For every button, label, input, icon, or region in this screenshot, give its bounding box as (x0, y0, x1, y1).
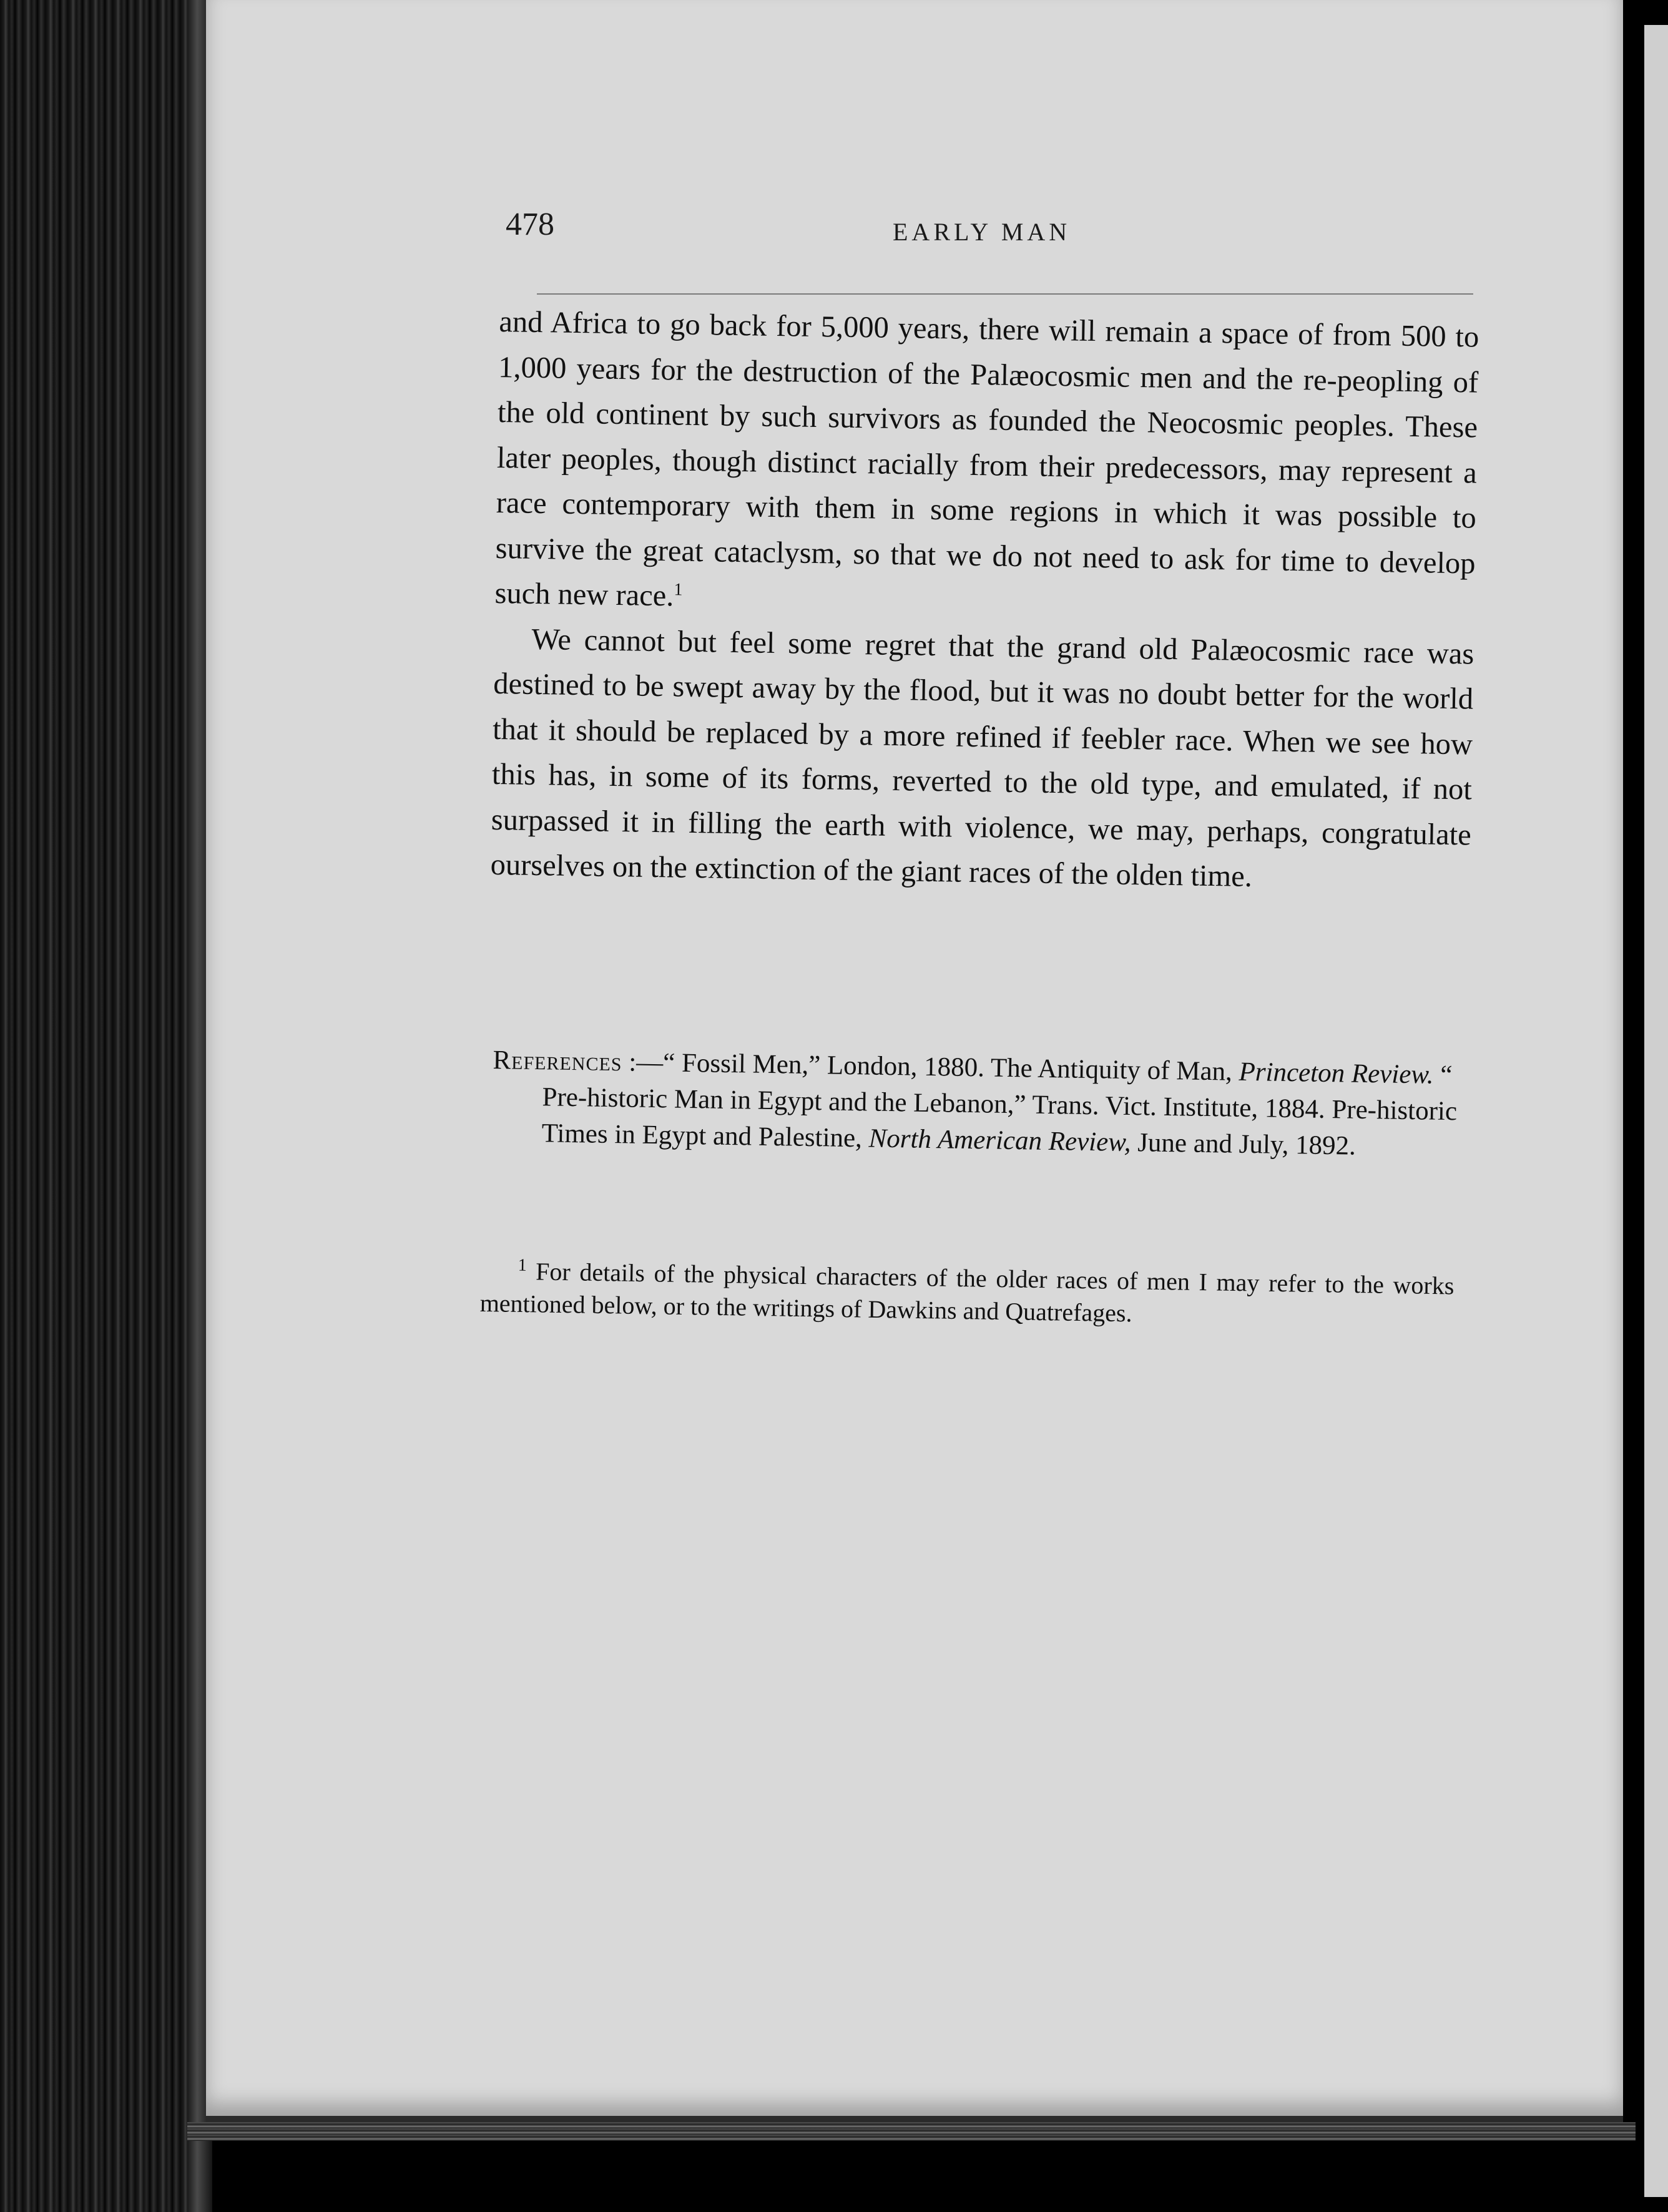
header-rule (537, 293, 1473, 295)
references-italic-1: Princeton Review. (1239, 1057, 1434, 1090)
references-text-1: :—“ Fossil Men,” London, 1880. The Antiquity of Man, (622, 1047, 1239, 1087)
footnote-mark: 1 (518, 1255, 527, 1275)
paragraph-1 (494, 300, 1479, 632)
references-entry (491, 1042, 1461, 1166)
references-lead: References (493, 1045, 622, 1077)
paragraph-2: We cannot but feel some regret that the grand old Palæocosmic race was destined to be swept away by the flood, but it was no doubt better for the world that it should be replaced by a more refined if feebler race. When we see how this has, in some of its forms, reverted to the old type, and emulated, if not surpassed it in filling the earth with violence, we may, perhaps, congratulate ourselves on the extinction of the giant races of the olden time. (490, 622, 1474, 894)
book-spine-edge (0, 0, 212, 2212)
references-text-2: “ Pre-historic Man in Egypt and the Lebanon,” Trans. Vict. Institute, 1884. Pre-historic Times in Egypt and Palestine, (541, 1060, 1458, 1153)
footnote-reference-mark: 1 (674, 580, 683, 600)
references-text-3: June and July, 1892. (1131, 1128, 1356, 1161)
page-bottom-edge (187, 2122, 1642, 2141)
paragraph-1-text: and Africa to go back for 5,000 years, there will remain a space of from 500 to 1,000 years for the destruction of the Palæocosmic men and the re-peopling of the old continent by such survivors as founded the Neocosmic peoples. These later peoples, though distinct racially from their predecessors, may represent a race contemporary with them in some regions in which it was possible to survive the great cataclysm, so that we do not need to ask for time to develop such new race. (494, 305, 1479, 613)
facing-page-edge (1636, 25, 1668, 2197)
footnote-text: For details of the physical characters of the older races of men I may refer to the works mentioned below, or to the writings of Dawkins and Quatrefages. (479, 1257, 1455, 1328)
page-header (506, 206, 1479, 256)
references-block (491, 1042, 1461, 1166)
body-text (490, 300, 1479, 903)
running-head: EARLY MAN (893, 218, 1071, 246)
references-italic-2: North American Review, (868, 1123, 1131, 1158)
page-number: 478 (506, 207, 554, 242)
